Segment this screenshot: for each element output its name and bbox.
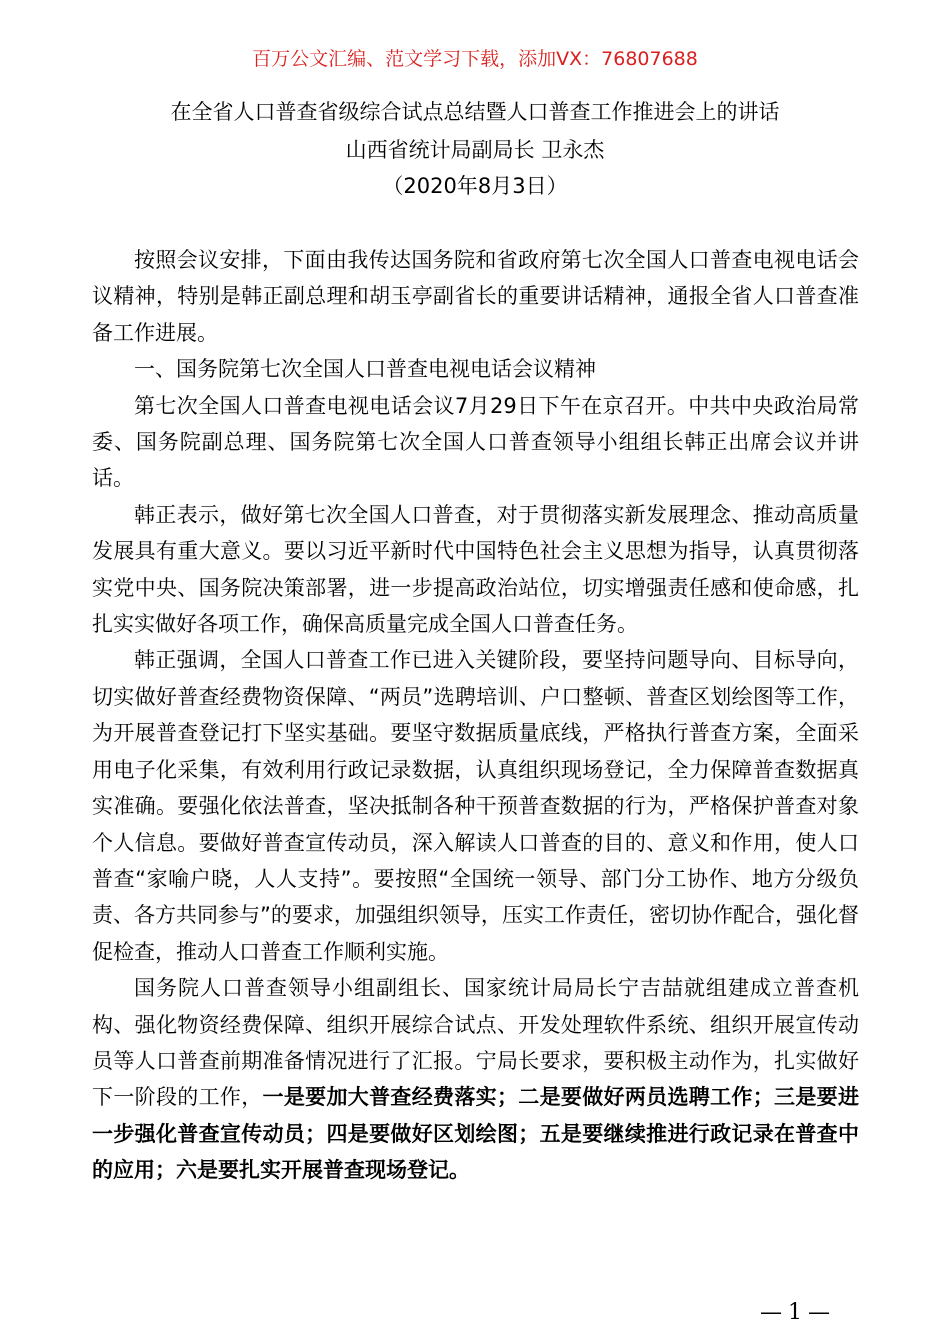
paragraph-intro: 按照会议安排，下面由我传达国务院和省政府第七次全国人口普查电视电话会议精神，特别是韩正副总理和胡玉亭副省长的重要讲话精神，通报全省人口普查准备工作进展。 — [92, 248, 859, 345]
document-body — [92, 242, 859, 1189]
download-banner: 百万公文汇编、范文学习下载，添加VX：76807688 — [252, 48, 698, 70]
speech-date: （2020年8月3日） — [382, 174, 568, 198]
section-heading-1: 一、国务院第七次全国人口普查电视电话会议精神 — [134, 357, 596, 382]
report-text: 国务院人口普查领导小组副组长、国家统计局局长宁吉喆就组建成立普查机构、强化物资经费保障、组织开展综合试点、开发处理软件系统、组织开展宣传动员等人口普查前期准备情况进行了汇报。宁局长要求，要积极主动作为，扎实做好下一阶段的工作， — [92, 976, 859, 1110]
paragraph-han-zheng-statement: 韩正表示，做好第七次全国人口普查，对于贯彻落实新发展理念、推动高质量发展具有重大意义。要以习近平新时代中国特色社会主义思想为指导，认真贯彻落实党中央、国务院决策部署，进一步提高政治站位，切实增强责任感和使命感，扎扎实实做好各项工作，确保高质量完成全国人口普查任务。 — [92, 502, 859, 637]
paragraph-ning-jizhe-report — [92, 970, 859, 1188]
speaker-line: 山西省统计局副局长 卫永杰 — [345, 138, 605, 162]
six-requirements-text: 一是要加大普查经费落实；二是要做好两员选聘工作；三是要进一步强化普查宣传动员；四是要做好区划绘图；五是要继续推进行政记录在普查中的应用；六是要扎实开展普查现场登记。 — [92, 1085, 859, 1183]
paragraph-meeting: 第七次全国人口普查电视电话会议7月29日下午在京召开。中共中央政治局常委、国务院副总理、国务院第七次全国人口普查领导小组组长韩正出席会议并讲话。 — [92, 393, 859, 491]
document-title: 在全省人口普查省级综合试点总结暨人口普查工作推进会上的讲话 — [170, 100, 780, 124]
page-number: —1— — [760, 1300, 836, 1325]
paragraph-han-zheng-emphasis: 韩正强调，全国人口普查工作已进入关键阶段，要坚持问题导向、目标导向，切实做好普查经费物资保障、“两员”选聘培训、户口整顿、普查区划绘图等工作，为开展普查登记打下坚实基础。要坚守数据质量底线，严格执行普查方案，全面采用电子化采集，有效利用行政记录数据，认真组织现场登记，全力保障普查数据真实准确。要强化依法普查，坚决抵制各种干预普查数据的行为，严格保护普查对象个人信息。要做好普查宣传动员，深入解读人口普查的目的、意义和作用，使人口普查“家喻户晓，人人支持”。要按照“全国统一领导、部门分工协作、地方分级负责、各方共同参与”的要求，加强组织领导，压实工作责任，密切协作配合，强化督促检查，推动人口普查工作顺利实施。 — [92, 648, 859, 964]
